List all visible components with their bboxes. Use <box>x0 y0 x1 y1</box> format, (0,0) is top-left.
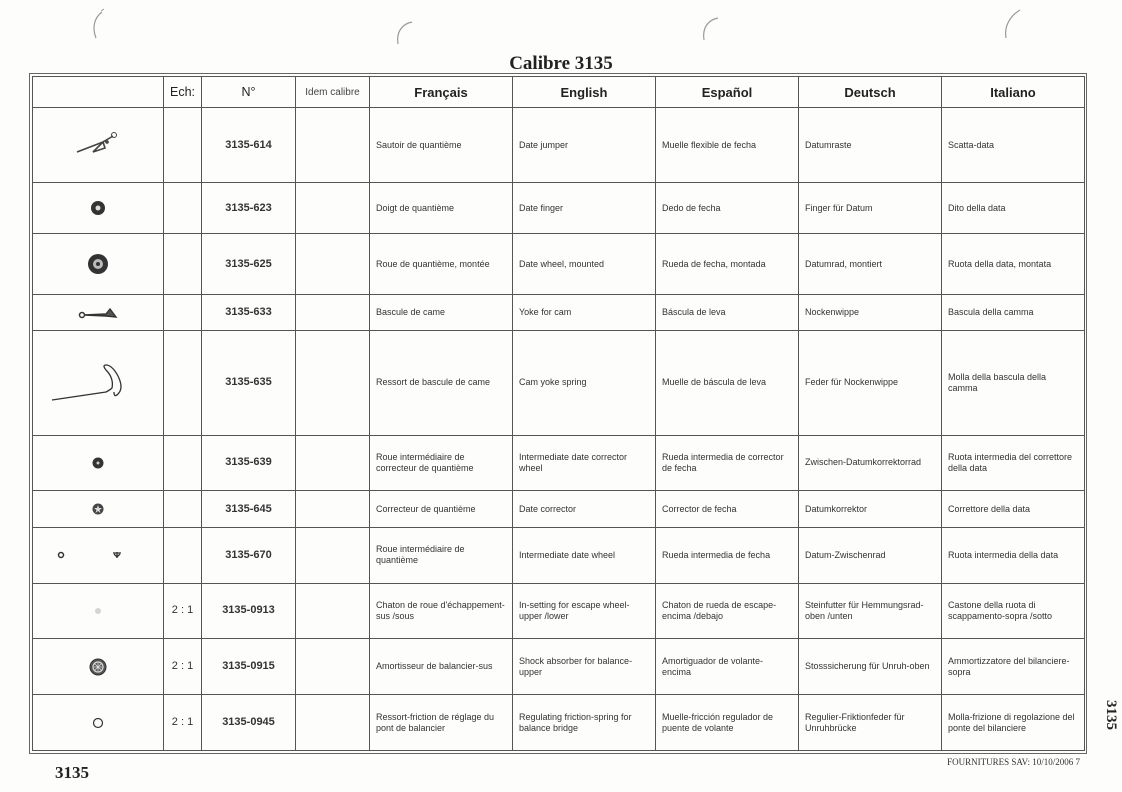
ech-cell <box>164 435 202 491</box>
desc-english: Yoke for cam <box>513 294 656 330</box>
table-row <box>33 639 1085 695</box>
desc-english: Intermediate date corrector wheel <box>513 435 656 491</box>
header-idem-calibre: Idem calibre <box>296 77 370 108</box>
desc-francais: Roue intermédiaire de correcteur de quantième <box>370 435 513 491</box>
punch-hole-mark-icon <box>394 18 416 52</box>
desc-italiano: Correttore della data <box>942 491 1085 527</box>
part-number: 3135-623 <box>202 183 296 234</box>
part-number: 3135-0913 <box>202 583 296 639</box>
part-number: 3135-670 <box>202 527 296 583</box>
desc-italiano: Ruota intermedia del correttore della data <box>942 435 1085 491</box>
desc-francais: Doigt de quantième <box>370 183 513 234</box>
desc-deutsch: Zwischen-Datumkorrektorrad <box>799 435 942 491</box>
desc-deutsch: Nockenwippe <box>799 294 942 330</box>
ech-cell <box>164 108 202 183</box>
part-number: 3135-633 <box>202 294 296 330</box>
ech-cell <box>164 183 202 234</box>
desc-italiano: Ruota della data, montata <box>942 234 1085 295</box>
friction-spring-part-icon <box>91 716 105 730</box>
desc-espanol: Corrector de fecha <box>656 491 799 527</box>
ech-cell <box>164 491 202 527</box>
ech-cell: 2 : 1 <box>164 695 202 751</box>
idem-calibre-cell <box>296 183 370 234</box>
footer-note: FOURNITURES SAV: 10/10/2006 7 <box>947 757 1080 767</box>
desc-deutsch: Feder für Nockenwippe <box>799 331 942 435</box>
punch-hole-mark-icon <box>1000 8 1022 42</box>
desc-italiano: Scatta-data <box>942 108 1085 183</box>
desc-espanol: Chaton de rueda de escape-encima /debajo <box>656 583 799 639</box>
ech-cell <box>164 234 202 295</box>
cam-yoke-spring-part-icon <box>48 362 148 404</box>
header-italiano: Italiano <box>942 77 1085 108</box>
part-image-cell <box>33 183 164 234</box>
desc-italiano: Dito della data <box>942 183 1085 234</box>
idem-calibre-cell <box>296 639 370 695</box>
punch-hole-mark-icon <box>88 8 110 42</box>
table-row <box>33 491 1085 527</box>
idem-calibre-cell <box>296 527 370 583</box>
header-number: N° <box>202 77 296 108</box>
desc-italiano: Bascula della camma <box>942 294 1085 330</box>
part-number: 3135-639 <box>202 435 296 491</box>
part-image-cell <box>33 639 164 695</box>
part-number: 3135-635 <box>202 331 296 435</box>
idem-calibre-cell <box>296 331 370 435</box>
desc-francais: Roue intermédiaire de quantième <box>370 527 513 583</box>
ech-cell: 2 : 1 <box>164 583 202 639</box>
desc-italiano: Molla della bascula della camma <box>942 331 1085 435</box>
ech-cell <box>164 294 202 330</box>
part-number: 3135-0915 <box>202 639 296 695</box>
desc-deutsch: Datum-Zwischenrad <box>799 527 942 583</box>
desc-italiano: Ruota intermedia della data <box>942 527 1085 583</box>
punch-hole-mark-icon <box>700 14 722 48</box>
desc-english: Date wheel, mounted <box>513 234 656 295</box>
table-row <box>33 234 1085 295</box>
desc-francais: Ressort de bascule de came <box>370 331 513 435</box>
idem-calibre-cell <box>296 583 370 639</box>
desc-italiano: Ammortizzatore del bilanciere-sopra <box>942 639 1085 695</box>
part-image-cell <box>33 435 164 491</box>
part-image-cell <box>33 695 164 751</box>
desc-espanol: Rueda de fecha, montada <box>656 234 799 295</box>
idem-calibre-cell <box>296 234 370 295</box>
desc-espanol: Muelle flexible de fecha <box>656 108 799 183</box>
table-row <box>33 108 1085 183</box>
desc-english: Cam yoke spring <box>513 331 656 435</box>
part-number: 3135-645 <box>202 491 296 527</box>
table-row <box>33 583 1085 639</box>
desc-english: Date jumper <box>513 108 656 183</box>
desc-francais: Ressort-friction de réglage du pont de balancier <box>370 695 513 751</box>
ech-cell <box>164 527 202 583</box>
part-image-cell <box>33 108 164 183</box>
desc-english: In-setting for escape wheel-upper /lower <box>513 583 656 639</box>
part-number: 3135-625 <box>202 234 296 295</box>
desc-espanol: Rueda intermedia de fecha <box>656 527 799 583</box>
part-image-cell <box>33 294 164 330</box>
intermediate-date-wheel-part-icon <box>53 549 143 561</box>
table-row <box>33 527 1085 583</box>
desc-deutsch: Steinfutter für Hemmungsrad-oben /unten <box>799 583 942 639</box>
idem-calibre-cell <box>296 491 370 527</box>
header-francais: Français <box>370 77 513 108</box>
desc-deutsch: Stosssicherung für Unruh-oben <box>799 639 942 695</box>
idem-calibre-cell <box>296 108 370 183</box>
part-image-cell <box>33 234 164 295</box>
desc-deutsch: Finger für Datum <box>799 183 942 234</box>
desc-italiano: Molla-frizione di regolazione del ponte del bilanciere <box>942 695 1085 751</box>
desc-english: Date finger <box>513 183 656 234</box>
desc-espanol: Amortiguador de volante-encima <box>656 639 799 695</box>
date-finger-part-icon <box>88 198 108 218</box>
table-row <box>33 695 1085 751</box>
table-row <box>33 294 1085 330</box>
ech-cell: 2 : 1 <box>164 639 202 695</box>
part-image-cell <box>33 527 164 583</box>
part-image-cell <box>33 331 164 435</box>
idem-calibre-cell <box>296 294 370 330</box>
desc-francais: Amortisseur de balancier-sus <box>370 639 513 695</box>
desc-francais: Sautoir de quantième <box>370 108 513 183</box>
desc-deutsch: Datumrad, montiert <box>799 234 942 295</box>
desc-francais: Bascule de came <box>370 294 513 330</box>
date-corrector-part-icon <box>91 502 105 516</box>
ech-cell <box>164 331 202 435</box>
desc-english: Shock absorber for balance-upper <box>513 639 656 695</box>
idem-calibre-cell <box>296 695 370 751</box>
part-image-cell <box>33 583 164 639</box>
header-image <box>33 77 164 108</box>
idem-calibre-cell <box>296 435 370 491</box>
header-deutsch: Deutsch <box>799 77 942 108</box>
desc-italiano: Castone della ruota di scappamento-sopra /sotto <box>942 583 1085 639</box>
part-image-cell <box>33 491 164 527</box>
desc-francais: Chaton de roue d'échappement-sus /sous <box>370 583 513 639</box>
table-row <box>33 183 1085 234</box>
side-page-number: 3135 <box>1103 700 1119 730</box>
header-ech: Ech: <box>164 77 202 108</box>
table-header-row <box>33 77 1085 108</box>
page-title: Calibre 3135 <box>509 53 613 74</box>
desc-espanol: Rueda intermedia de corrector de fecha <box>656 435 799 491</box>
desc-espanol: Muelle de báscula de leva <box>656 331 799 435</box>
shock-absorber-part-icon <box>88 657 108 677</box>
desc-espanol: Muelle-fricción regulador de puente de volante <box>656 695 799 751</box>
intermediate-corrector-wheel-part-icon <box>91 456 105 470</box>
header-english: English <box>513 77 656 108</box>
desc-espanol: Dedo de fecha <box>656 183 799 234</box>
date-wheel-part-icon <box>86 252 110 276</box>
escape-wheel-setting-part-icon <box>93 606 103 616</box>
part-number: 3135-0945 <box>202 695 296 751</box>
desc-deutsch: Datumraste <box>799 108 942 183</box>
desc-english: Regulating friction-spring for balance bridge <box>513 695 656 751</box>
parts-table <box>32 76 1085 751</box>
table-row <box>33 435 1085 491</box>
desc-espanol: Báscula de leva <box>656 294 799 330</box>
yoke-for-cam-part-icon <box>78 306 118 320</box>
page-number: 3135 <box>55 763 89 782</box>
desc-francais: Roue de quantième, montée <box>370 234 513 295</box>
date-jumper-part-icon <box>73 130 123 160</box>
header-espanol: Español <box>656 77 799 108</box>
desc-francais: Correcteur de quantième <box>370 491 513 527</box>
desc-deutsch: Datumkorrektor <box>799 491 942 527</box>
part-number: 3135-614 <box>202 108 296 183</box>
table-row <box>33 331 1085 435</box>
desc-english: Intermediate date wheel <box>513 527 656 583</box>
desc-deutsch: Regulier-Friktionfeder für Unruhbrücke <box>799 695 942 751</box>
desc-english: Date corrector <box>513 491 656 527</box>
